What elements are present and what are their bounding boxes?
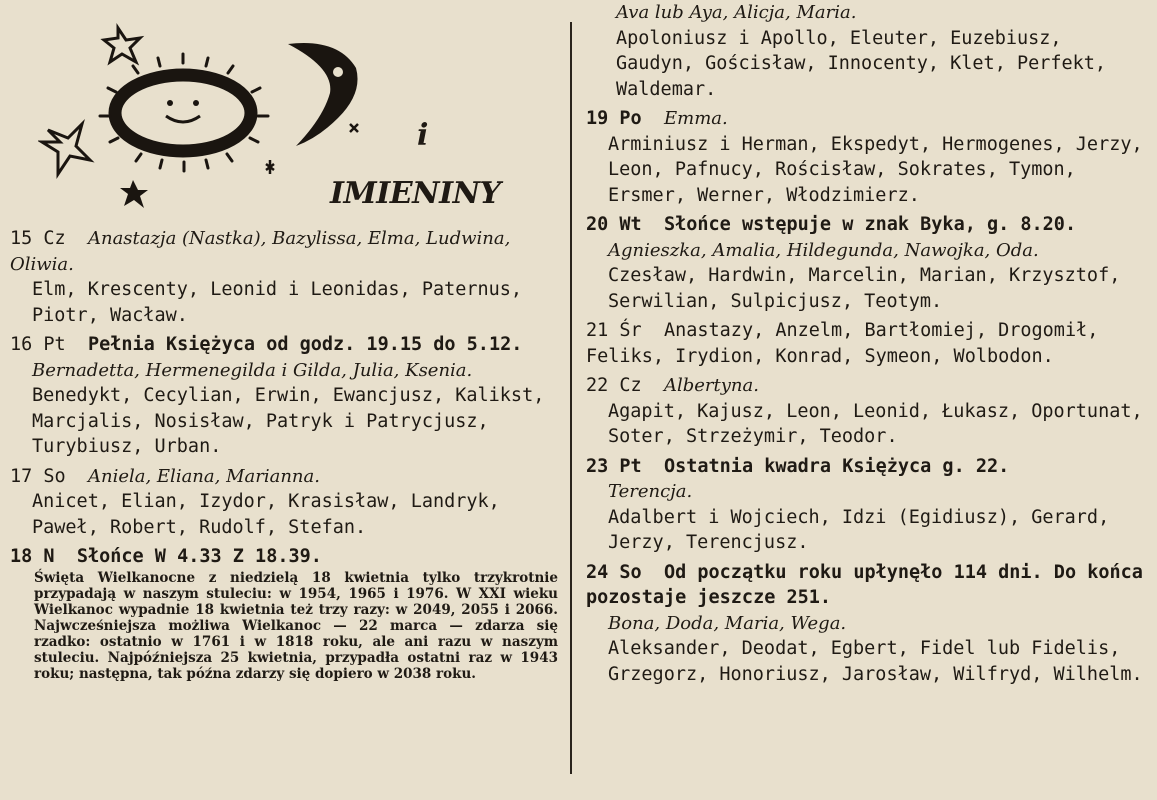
- main-names: Agnieszka, Amalia, Hildegunda, Nawojka, Oda.: [608, 239, 1039, 261]
- event-text: Słońce wstępuje w znak Byka, g. 8.20.: [663, 214, 1077, 235]
- other-names: Czesław, Hardwin, Marcelin, Marian, Krzysztof, Serwilian, Sulpicjusz, Teotym.: [608, 265, 1121, 312]
- day-label: 22 Cz: [586, 375, 642, 396]
- day-label: 24 So: [586, 561, 642, 583]
- main-names: Aniela, Eliana, Marianna.: [87, 465, 320, 487]
- event-text: Słońce W 4.33 Z 18.39.: [76, 546, 322, 567]
- day-entry-17: [10, 464, 562, 541]
- moon-icon: [288, 43, 358, 146]
- main-names: Terencja.: [608, 481, 693, 502]
- right-column: [586, 0, 1155, 691]
- main-names: Albertyna.: [663, 375, 759, 396]
- main-names: Emma.: [663, 108, 728, 129]
- page-title: IMIENINY: [330, 176, 501, 211]
- day-label: 17 So: [10, 465, 66, 487]
- left-column: [10, 0, 562, 686]
- event-text: Pełnia Księżyca od godz. 19.15 do 5.12.: [87, 334, 523, 355]
- header: [10, 0, 562, 226]
- other-names: Elm, Krescenty, Leonid i Leonidas, Paternus, Piotr, Wacław.: [32, 279, 523, 326]
- other-names: Aleksander, Deodat, Egbert, Fidel lub Fidelis, Grzegorz, Honoriusz, Jarosław, Wilfryd, Wilhelm.: [608, 638, 1143, 685]
- other-names: Arminiusz i Herman, Ekspedyt, Hermogenes, Jerzy, Leon, Pafnucy, Rościsław, Sokrates, Tymon, Ersmer, Werner, Włodzimierz.: [608, 133, 1143, 206]
- day-label: 16 Pt: [10, 334, 66, 355]
- day-entry-18: [10, 544, 562, 682]
- star-icon: [350, 124, 358, 132]
- day-label: 15 Cz: [10, 228, 66, 249]
- other-names: Apoloniusz i Apollo, Eleuter, Euzebiusz, Gaudyn, Gościsław, Innocenty, Klet, Perfekt, Waldemar.: [616, 27, 1107, 100]
- event-text: Od początku roku upłynęło 114 dni. Do końca pozostaje jeszcze 251.: [586, 561, 1155, 608]
- other-names: Benedykt, Cecylian, Erwin, Ewancjusz, Kalikst, Marcjalis, Nosisław, Patryk i Patrycjusz, Turybiusz, Urban.: [32, 385, 545, 457]
- sun-icon: [100, 54, 268, 171]
- easter-note: Święta Wielkanocne z niedzielą 18 kwietnia tylko trzykrotnie przypadają w naszym stuleciu: w 1954, 1965 i 1976. W XXI wieku Wielkanoc wypadnie 18 kwietnia też trzy razy: w 2049, 2055 i 2066. Najwcześniejsza możliwa Wielkanoc — 22 marca — zdarza się rzadko: ostatnio w 1761 i w 1818 roku, ale ani razu w naszym stuleciu. Najpóźniejsza 25 kwietnia, przypadła ostatni raz w 1943 roku; następna, tak późna zdarzy się dopiero w 2038 roku.: [34, 569, 558, 682]
- day-label: 23 Pt: [586, 455, 642, 477]
- sun-moon-stars-illustration: [38, 18, 378, 218]
- day-entry-24: [586, 560, 1155, 688]
- day-entry-15: [10, 226, 562, 328]
- other-names: Anicet, Elian, Izydor, Krasisław, Landryk, Paweł, Robert, Rudolf, Stefan.: [32, 491, 500, 538]
- main-names: Bernadetta, Hermenegilda i Gilda, Julia, Ksenia.: [32, 359, 473, 381]
- title-conjunction: i: [417, 118, 429, 153]
- day-label: 21 Śr: [586, 320, 642, 341]
- other-names: Anastazy, Anzelm, Bartłomiej, Drogomił, Feliks, Irydion, Konrad, Symeon, Wolbodon.: [586, 320, 1110, 367]
- main-names: Anastazja (Nastka), Bazylissa, Elma, Ludwina, Oliwia.: [10, 228, 517, 275]
- column-divider: [570, 22, 572, 774]
- day-entry-16: [10, 332, 562, 460]
- day-entry-20: [586, 212, 1148, 314]
- other-names: Adalbert i Wojciech, Idzi (Egidiusz), Gerard, Jerzy, Terencjusz.: [608, 506, 1110, 553]
- day-label: 20 Wt: [586, 214, 642, 235]
- main-names: Ava lub Aya, Alicja, Maria.: [616, 2, 857, 23]
- day-label: 19 Po: [586, 108, 642, 129]
- star-icon: [120, 180, 148, 208]
- event-text: Ostatnia kwadra Księżyca g. 22.: [663, 455, 1010, 477]
- star-icon: [266, 160, 274, 174]
- star-icon: [104, 28, 140, 62]
- day-label: 18 N: [10, 546, 55, 567]
- day-entry-21: [586, 318, 1148, 369]
- other-names: Agapit, Kajusz, Leon, Leonid, Łukasz, Oportunat, Soter, Strzeżymir, Teodor.: [608, 400, 1143, 447]
- day-entry-18-continued: [586, 0, 1148, 102]
- day-entry-19: [586, 106, 1148, 208]
- star-icon: [42, 124, 90, 174]
- day-entry-22: [586, 373, 1148, 450]
- day-entry-23: [586, 454, 1148, 556]
- main-names: Bona, Doda, Maria, Wega.: [608, 612, 847, 634]
